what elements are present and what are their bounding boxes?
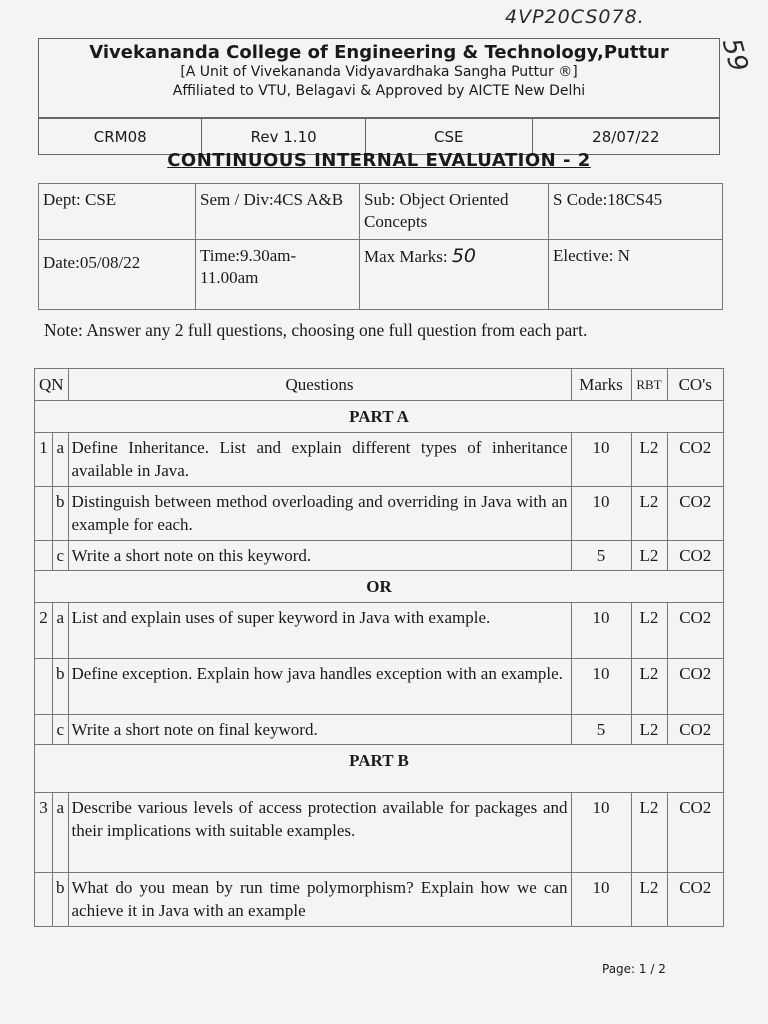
- question-rbt: L2: [631, 603, 667, 659]
- department-code: CSE: [365, 119, 532, 155]
- form-code: CRM08: [39, 119, 202, 155]
- part-a-row: [35, 401, 724, 433]
- question-text: What do you mean by run time polymorphism? Explain how we can achieve it in Java with an example: [68, 873, 571, 927]
- sem-div-cell: Sem / Div:4CS A&B: [196, 184, 360, 240]
- question-rbt: L2: [631, 873, 667, 927]
- exam-title: [38, 150, 720, 171]
- or-row: [35, 571, 724, 603]
- question-co: CO2: [667, 487, 724, 541]
- header-rbt: RBT: [631, 369, 667, 401]
- question-co: CO2: [667, 873, 724, 927]
- question-marks: 10: [571, 487, 631, 541]
- question-number: [35, 659, 53, 715]
- elective-cell: Elective: N: [549, 240, 723, 310]
- question-co: CO2: [667, 715, 724, 745]
- or-heading: OR: [35, 571, 724, 603]
- question-row: [35, 603, 724, 659]
- max-marks-label: Max Marks:: [364, 247, 448, 266]
- question-sub: b: [53, 873, 69, 927]
- question-text: Define Inheritance. List and explain different types of inheritance available in Java.: [68, 433, 571, 487]
- question-number: 2: [35, 603, 53, 659]
- question-number: 3: [35, 793, 53, 873]
- question-marks: 5: [571, 541, 631, 571]
- question-co: CO2: [667, 603, 724, 659]
- revision: Rev 1.10: [202, 119, 365, 155]
- question-sub: c: [53, 541, 69, 571]
- affiliation-line: Affiliated to VTU, Belagavi & Approved by AICTE New Delhi: [172, 83, 586, 99]
- question-number: [35, 873, 53, 927]
- question-sub: a: [53, 603, 69, 659]
- instructions-note: Note: Answer any 2 full questions, choosing one full question from each part.: [44, 320, 588, 340]
- date-cell: Date:05/08/22: [39, 240, 196, 310]
- handwritten-register-number: 4VP20CS078.: [505, 6, 645, 28]
- subject-code-cell: S Code:18CS45: [549, 184, 723, 240]
- question-text: Write a short note on final keyword.: [68, 715, 571, 745]
- header-cos: CO's: [667, 369, 724, 401]
- question-marks: 10: [571, 793, 631, 873]
- question-row: [35, 793, 724, 873]
- part-a-heading: PART A: [35, 401, 724, 433]
- question-marks: 10: [571, 433, 631, 487]
- unit-line: [A Unit of Vivekananda Vidyavardhaka Sangha Puttur ®]: [180, 64, 578, 80]
- handwritten-score: 59: [715, 35, 754, 75]
- question-co: CO2: [667, 433, 724, 487]
- question-marks: 5: [571, 715, 631, 745]
- question-rbt: L2: [631, 541, 667, 571]
- question-row: [35, 433, 724, 487]
- question-text: Describe various levels of access protection available for packages and their implications with suitable examples.: [68, 793, 571, 873]
- header-questions: Questions: [68, 369, 571, 401]
- question-co: CO2: [667, 793, 724, 873]
- header-qn: QN: [35, 369, 69, 401]
- question-rbt: L2: [631, 487, 667, 541]
- question-rbt: L2: [631, 715, 667, 745]
- question-text: Write a short note on this keyword.: [68, 541, 571, 571]
- college-name: Vivekananda College of Engineering & Technology,Puttur: [89, 42, 669, 63]
- dept-cell: Dept: CSE: [39, 184, 196, 240]
- question-marks: 10: [571, 603, 631, 659]
- question-sub: c: [53, 715, 69, 745]
- questions-table: [34, 368, 724, 927]
- question-number: 1: [35, 433, 53, 487]
- question-row: [35, 541, 724, 571]
- question-marks: 10: [571, 873, 631, 927]
- question-row: [35, 659, 724, 715]
- exam-info-table: [38, 183, 723, 310]
- header-marks: Marks: [571, 369, 631, 401]
- question-co: CO2: [667, 659, 724, 715]
- part-b-heading: PART B: [35, 745, 724, 793]
- question-row: [35, 715, 724, 745]
- page-number: Page: 1 / 2: [602, 962, 666, 976]
- part-b-row: [35, 745, 724, 793]
- question-sub: b: [53, 659, 69, 715]
- question-marks: 10: [571, 659, 631, 715]
- question-sub: a: [53, 433, 69, 487]
- question-sub: a: [53, 793, 69, 873]
- question-text: Define exception. Explain how java handles exception with an example.: [68, 659, 571, 715]
- question-number: [35, 541, 53, 571]
- question-co: CO2: [667, 541, 724, 571]
- question-rbt: L2: [631, 659, 667, 715]
- question-rbt: L2: [631, 433, 667, 487]
- question-number: [35, 487, 53, 541]
- question-row: [35, 873, 724, 927]
- time-cell: Time:9.30am- 11.00am: [196, 240, 360, 310]
- question-row: [35, 487, 724, 541]
- issue-date: 28/07/22: [532, 119, 719, 155]
- question-number: [35, 715, 53, 745]
- exam-title-text: CONTINUOUS INTERNAL EVALUATION - 2: [167, 150, 591, 171]
- subject-cell: Sub: Object Oriented Concepts: [360, 184, 549, 240]
- max-marks-cell: [360, 240, 549, 310]
- question-sub: b: [53, 487, 69, 541]
- question-rbt: L2: [631, 793, 667, 873]
- questions-header-row: [35, 369, 724, 401]
- max-marks-value: 50: [451, 245, 477, 267]
- college-header: [38, 38, 720, 118]
- question-text: List and explain uses of super keyword in Java with example.: [68, 603, 571, 659]
- question-text: Distinguish between method overloading and overriding in Java with an example for each.: [68, 487, 571, 541]
